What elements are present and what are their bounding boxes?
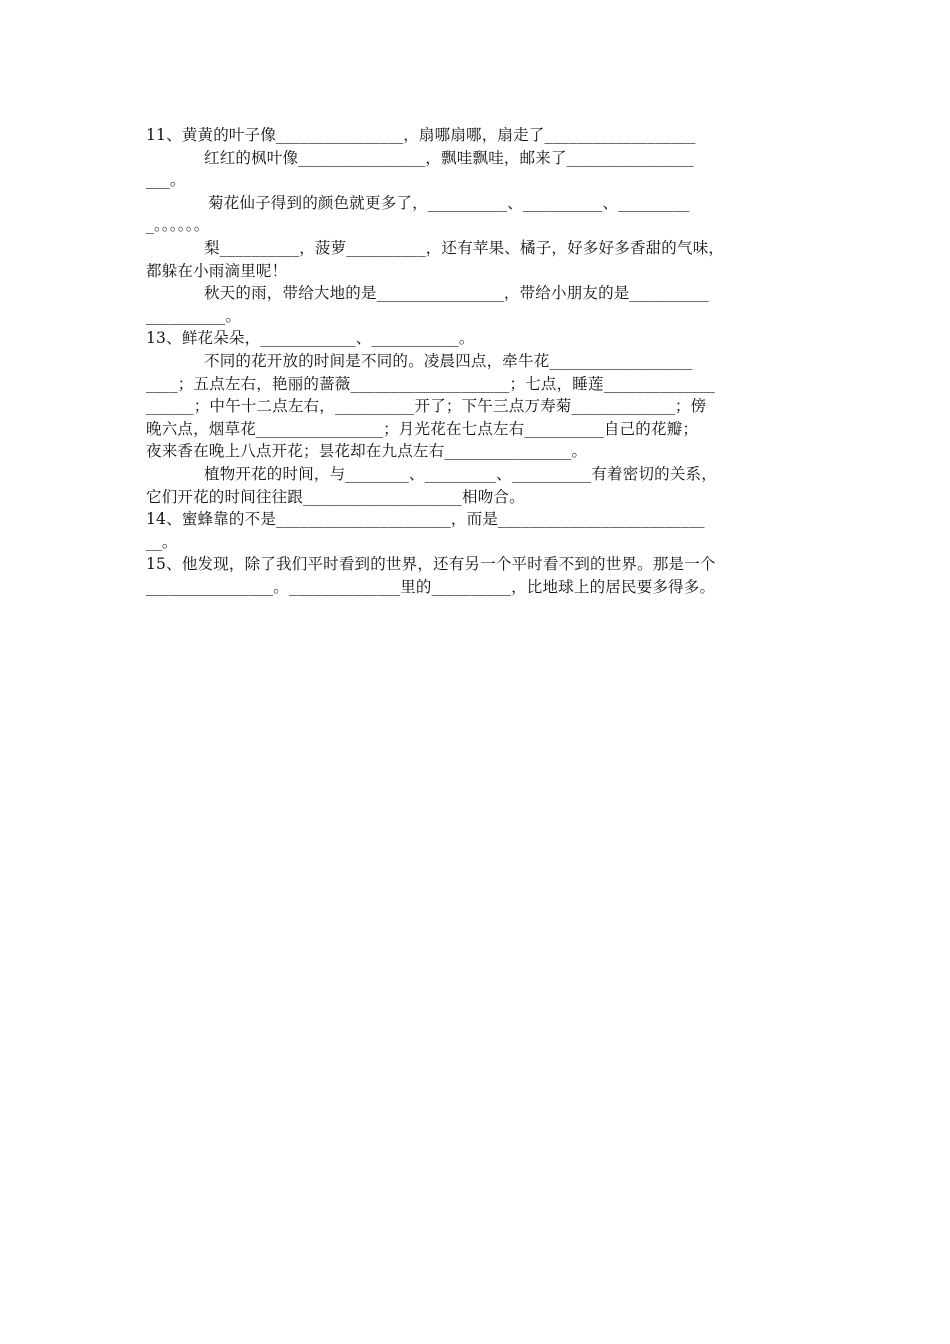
q13-line-5: 晚六点，烟草花________________；月光花在七点左右__________自己的花瓣； [146, 419, 699, 438]
q15-line-1: 15、他发现，除了我们平时看到的世界，还有另一个平时看不到的世界。那是一个 [146, 555, 716, 574]
q13-line-6: 夜来香在晚上八点开花；昙花却在九点左右________________。 [146, 442, 588, 461]
q11-line-7: 都躲在小雨滴里呢！ [146, 261, 288, 280]
q13-line-4: ______；中午十二点左右，__________开了；下午三点万寿菊_____________；傍 [146, 397, 707, 416]
q13-line-2: 不同的花开放的时间是不同的。凌晨四点，牵牛花__________________ [204, 351, 693, 370]
q11-line-8: 秋天的雨，带给大地的是________________，带给小朋友的是__________ [204, 284, 710, 303]
q14-line-1: 14、蜜蜂靠的不是______________________，而是__________________________ [146, 510, 705, 529]
q11-line-4: 菊花仙子得到的颜色就更多了，__________、__________、_________ [208, 193, 690, 212]
q11-line-2: 红红的枫叶像________________，飘哇飘哇，邮来了________________ [204, 148, 694, 167]
worksheet-page [146, 124, 808, 598]
q14-line-2: __。 [146, 532, 178, 551]
q11-line-6: 梨__________，菠萝__________，还有苹果、橘子，好多好多香甜的气味， [204, 238, 725, 257]
q15-line-2: ________________。______________里的__________，比地球上的居民要多得多。 [146, 577, 716, 596]
q13-line-1: 13、鲜花朵朵，____________、___________。 [146, 329, 475, 348]
q13-line-8: 它们开花的时间往往跟____________________相吻合。 [146, 487, 525, 506]
q13-line-3: ____；五点左右，艳丽的蔷薇____________________；七点，睡莲______________ [146, 374, 716, 393]
q11-line-3: ___。 [146, 171, 186, 190]
q11-line-5: _。。。。。。 [146, 216, 210, 235]
q11-line-1: 11、黄黄的叶子像________________，扇哪扇哪，扇走了___________________ [146, 126, 696, 144]
q11-line-9: __________。 [146, 306, 242, 325]
q13-line-7: 植物开花的时间，与________、_________、__________有着密切的关系， [204, 464, 717, 483]
